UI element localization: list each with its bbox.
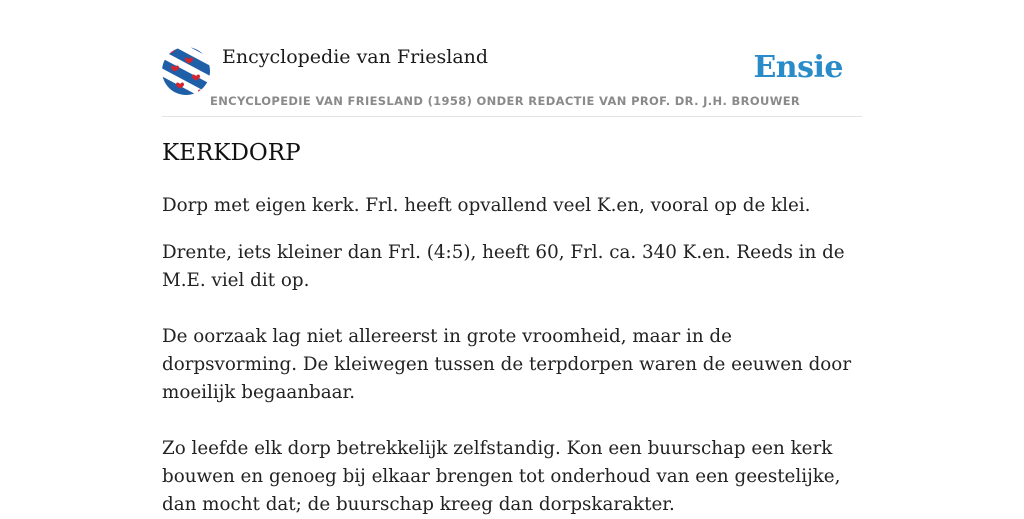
frisian-flag-icon[interactable]	[162, 47, 210, 95]
ensie-logo[interactable]: Ensie	[753, 50, 843, 85]
article-paragraph: Zo leefde elk dorp betrekkelijk zelfstandig. Kon een buurschap een kerk bouwen en genoeg bij elkaar brengen tot onderhoud van een geestelijke, dan mocht dat; de buurschap kreeg dan dorpskarakter.	[162, 438, 841, 515]
site-subtitle: ENCYCLOPEDIE VAN FRIESLAND (1958) ONDER REDACTIE VAN PROF. DR. J.H. BROUWER	[210, 94, 801, 108]
page	[162, 0, 862, 515]
article-paragraph: Dorp met eigen kerk. Frl. heeft opvallend veel K.en, vooral op de klei.	[162, 195, 811, 216]
site-title[interactable]: Encyclopedie van Friesland	[222, 46, 489, 68]
article-title: KERKDORP	[162, 140, 301, 166]
article-body	[162, 192, 862, 519]
site-header	[162, 0, 862, 117]
article-paragraph: Drente, iets kleiner dan Frl. (4:5), heeft 60, Frl. ca. 340 K.en. Reeds in de M.E. viel dit op.	[162, 242, 845, 291]
article-paragraph: De oorzaak lag niet allereerst in grote vroomheid, maar in de dorpsvorming. De kleiwegen tussen de terpdorpen waren de eeuwen door moeilijk begaanbaar.	[162, 326, 852, 403]
